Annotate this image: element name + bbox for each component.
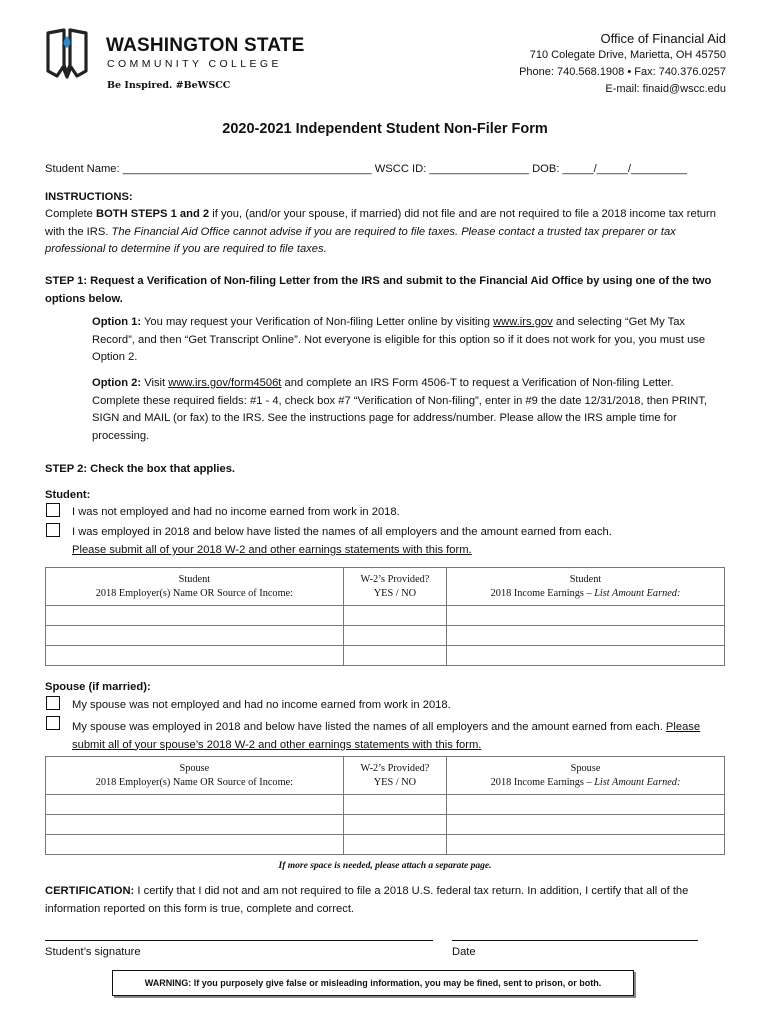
warning-box: WARNING: If you purposely give false or misleading information, you may be fined, sent to prison, or both. [112, 970, 634, 996]
student-w2-header: W-2’s Provided? YES / NO [343, 568, 446, 606]
student-earnings-header: Student 2018 Income Earnings – List Amount Earned: [447, 568, 725, 606]
spouse-earnings-header: Spouse 2018 Income Earnings – List Amount Earned: [447, 757, 725, 795]
table-row [46, 815, 725, 835]
date-label: Date [452, 946, 476, 958]
table-row [46, 606, 725, 626]
office-address: 710 Colegate Drive, Marietta, OH 45750 [529, 49, 726, 61]
office-contact [519, 30, 726, 98]
student-submit-note: Please submit all of your 2018 W-2 and other earnings statements with this form. [72, 544, 472, 556]
irs-link[interactable]: www.irs.gov [493, 316, 553, 328]
irs-form4506t-link[interactable]: www.irs.gov/form4506t [168, 377, 282, 389]
spouse-income-table [45, 756, 725, 855]
spouse-not-employed-checkbox[interactable] [46, 696, 60, 710]
student-employed-checkbox[interactable] [46, 523, 60, 537]
student-heading: Student: [45, 489, 91, 501]
table-row [46, 795, 725, 815]
student-not-employed-checkbox[interactable] [46, 503, 60, 517]
extra-space-note: If more space is needed, please attach a separate page. [278, 861, 492, 871]
instructions-heading: INSTRUCTIONS: [45, 191, 133, 203]
spouse-heading: Spouse (if married): [45, 681, 151, 693]
college-subname: COMMUNITY COLLEGE [107, 58, 282, 70]
table-row [46, 646, 725, 666]
instructions-text: Complete BOTH STEPS 1 and 2 if you, (and/or your spouse, if married) did not file and are not required to file a 2018 income tax return with the IRS. The Financial Aid Office cannot advise if you are required to file taxes. Please contact a trusted tax preparer or tax professional to determine if you are required to file taxes. [45, 208, 716, 255]
certification-text: CERTIFICATION: I certify that I did not and am not required to file a 2018 U.S. federal tax return. In addition, I certify that all of the information reported on this form is true, complete and correct. [45, 885, 689, 915]
college-logo-icon [44, 27, 90, 79]
spouse-submit-note: Please submit all of your spouse’s 2018 W-2 and other earnings statements with this form. [72, 721, 701, 751]
table-row [46, 626, 725, 646]
college-tagline: Be Inspired. #BeWSCC [107, 80, 231, 91]
student-info-line: Student Name: ________________________________________ WSCC ID: ________________ DOB: _____/_____/_________ [45, 163, 687, 175]
signature-label: Student’s signature [45, 946, 141, 958]
step1-heading: STEP 1: Request a Verification of Non-filing Letter from the IRS and submit to the Financial Aid Office by using one of the two options below. [45, 275, 712, 305]
spouse-not-employed-label: My spouse was not employed and had no income earned from work in 2018. [72, 699, 451, 711]
student-income-table [45, 567, 725, 666]
spouse-employer-header: Spouse 2018 Employer(s) Name OR Source of Income: [46, 757, 344, 795]
college-name: WASHINGTON STATE [106, 35, 305, 56]
table-row [46, 835, 725, 855]
student-not-employed-label: I was not employed and had no income earned from work in 2018. [72, 506, 400, 518]
student-employer-header: Student 2018 Employer(s) Name OR Source of Income: [46, 568, 344, 606]
spouse-employed-checkbox[interactable] [46, 716, 60, 730]
signature-line[interactable] [45, 940, 433, 941]
date-line[interactable] [452, 940, 698, 941]
spouse-w2-header: W-2’s Provided? YES / NO [343, 757, 446, 795]
step1-option1: Option 1: You may request your Verification of Non-filing Letter online by visiting www.irs.gov and selecting “Get My Tax Record”, and then “Get Transcript Online”. Not everyone is eligible for this option so if it does not work for you, you must use Option 2. [92, 316, 706, 363]
office-title: Office of Financial Aid [600, 31, 726, 46]
office-phone-fax: Phone: 740.568.1908 • Fax: 740.376.0257 [519, 66, 726, 78]
student-employed-label: I was employed in 2018 and below have listed the names of all employers and the amount earned from each. [72, 526, 612, 538]
step1-option2: Option 2: Visit www.irs.gov/form4506t and complete an IRS Form 4506-T to request a Verification of Non-filing Letter. Complete these required fields: #1 - 4, check box #7 “Verification of Non-filing”, enter in #9 the date 12/31/2018, then PRINT, SIGN and MAIL (or fax) to the IRS. See the instructions page for address/number. Please allow the IRS ample time for processing. [92, 377, 708, 442]
step2-heading: STEP 2: Check the box that applies. [45, 463, 236, 475]
spouse-employed-label: My spouse was employed in 2018 and below have listed the names of all employers and the amount earned from each. Please submit all of your spouse’s 2018 W-2 and other earnings statements with this form. [72, 721, 701, 751]
form-title: 2020-2021 Independent Student Non-Filer Form [222, 121, 548, 137]
office-email: E-mail: finaid@wscc.edu [605, 83, 726, 95]
